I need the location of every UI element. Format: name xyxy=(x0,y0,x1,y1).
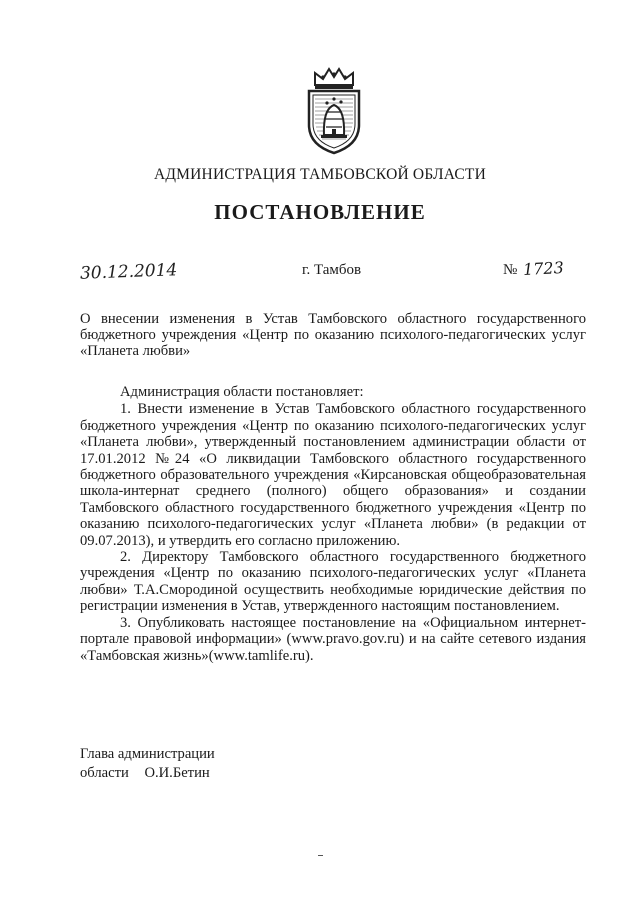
document-type-title: ПОСТАНОВЛЕНИЕ xyxy=(214,200,426,224)
body-item-3: 3. Опубликовать настоящее постановление на «Официальном интернет-портале правовой информации» (www.pravo.gov.ru) и на сайте сетевого издания «Тамбовская жизнь»(www.tamlife.ru). xyxy=(80,614,586,664)
document-body xyxy=(80,384,586,664)
agency-title: АДМИНИСТРАЦИЯ ТАМБОВСКОЙ ОБЛАСТИ xyxy=(154,166,486,183)
body-item-1: 1. Внести изменение в Устав Тамбовского областного государственного бюджетного учреждения «Центр по оказанию психолого-педагогических услуг «Планета любви», утвержденный постановлением администрации области от 17.01.2012 №24 «О ликвидации Тамбовского областного государственного бюджетного образовательного учреждения «Кирсановская общеобразовательная школа-интернат среднего (полного) общего образования» и создании Тамбовского областного государственного бюджетного учреждения «Центр по оказанию психолого-педагогических услуг «Планета любви» (в редакции от 09.07.2013), и утвердить его согласно приложению. xyxy=(80,401,586,549)
body-intro: Администрация области постановляет: xyxy=(120,384,364,400)
signature-block xyxy=(80,745,215,783)
signature-region: области xyxy=(80,765,129,781)
number-label: № xyxy=(503,262,518,278)
document-number: 1723 xyxy=(522,257,565,280)
city-label: г. Тамбов xyxy=(302,262,362,278)
signature-title: Глава администрации xyxy=(80,746,215,762)
coat-of-arms-icon xyxy=(301,65,367,155)
signature-line xyxy=(80,764,215,783)
document-date: 30.12.2014 xyxy=(79,260,178,284)
signatory-name: О.И.Бетин xyxy=(144,765,210,781)
page-mark xyxy=(318,855,323,856)
document-subject: О внесении изменения в Устав Тамбовского областного государственного бюджетного учреждения «Центр по оказанию психолого-педагогических услуг «Планета любви» xyxy=(80,311,586,359)
body-item-2: 2. Директору Тамбовского областного государственного бюджетного учреждения «Центр по оказанию психолого-педагогических услуг «Планета любви» Т.А.Смородиной осуществить необходимые юридические действия по регистрации изменения в Устав, утвержденного настоящим постановлением. xyxy=(80,549,586,615)
